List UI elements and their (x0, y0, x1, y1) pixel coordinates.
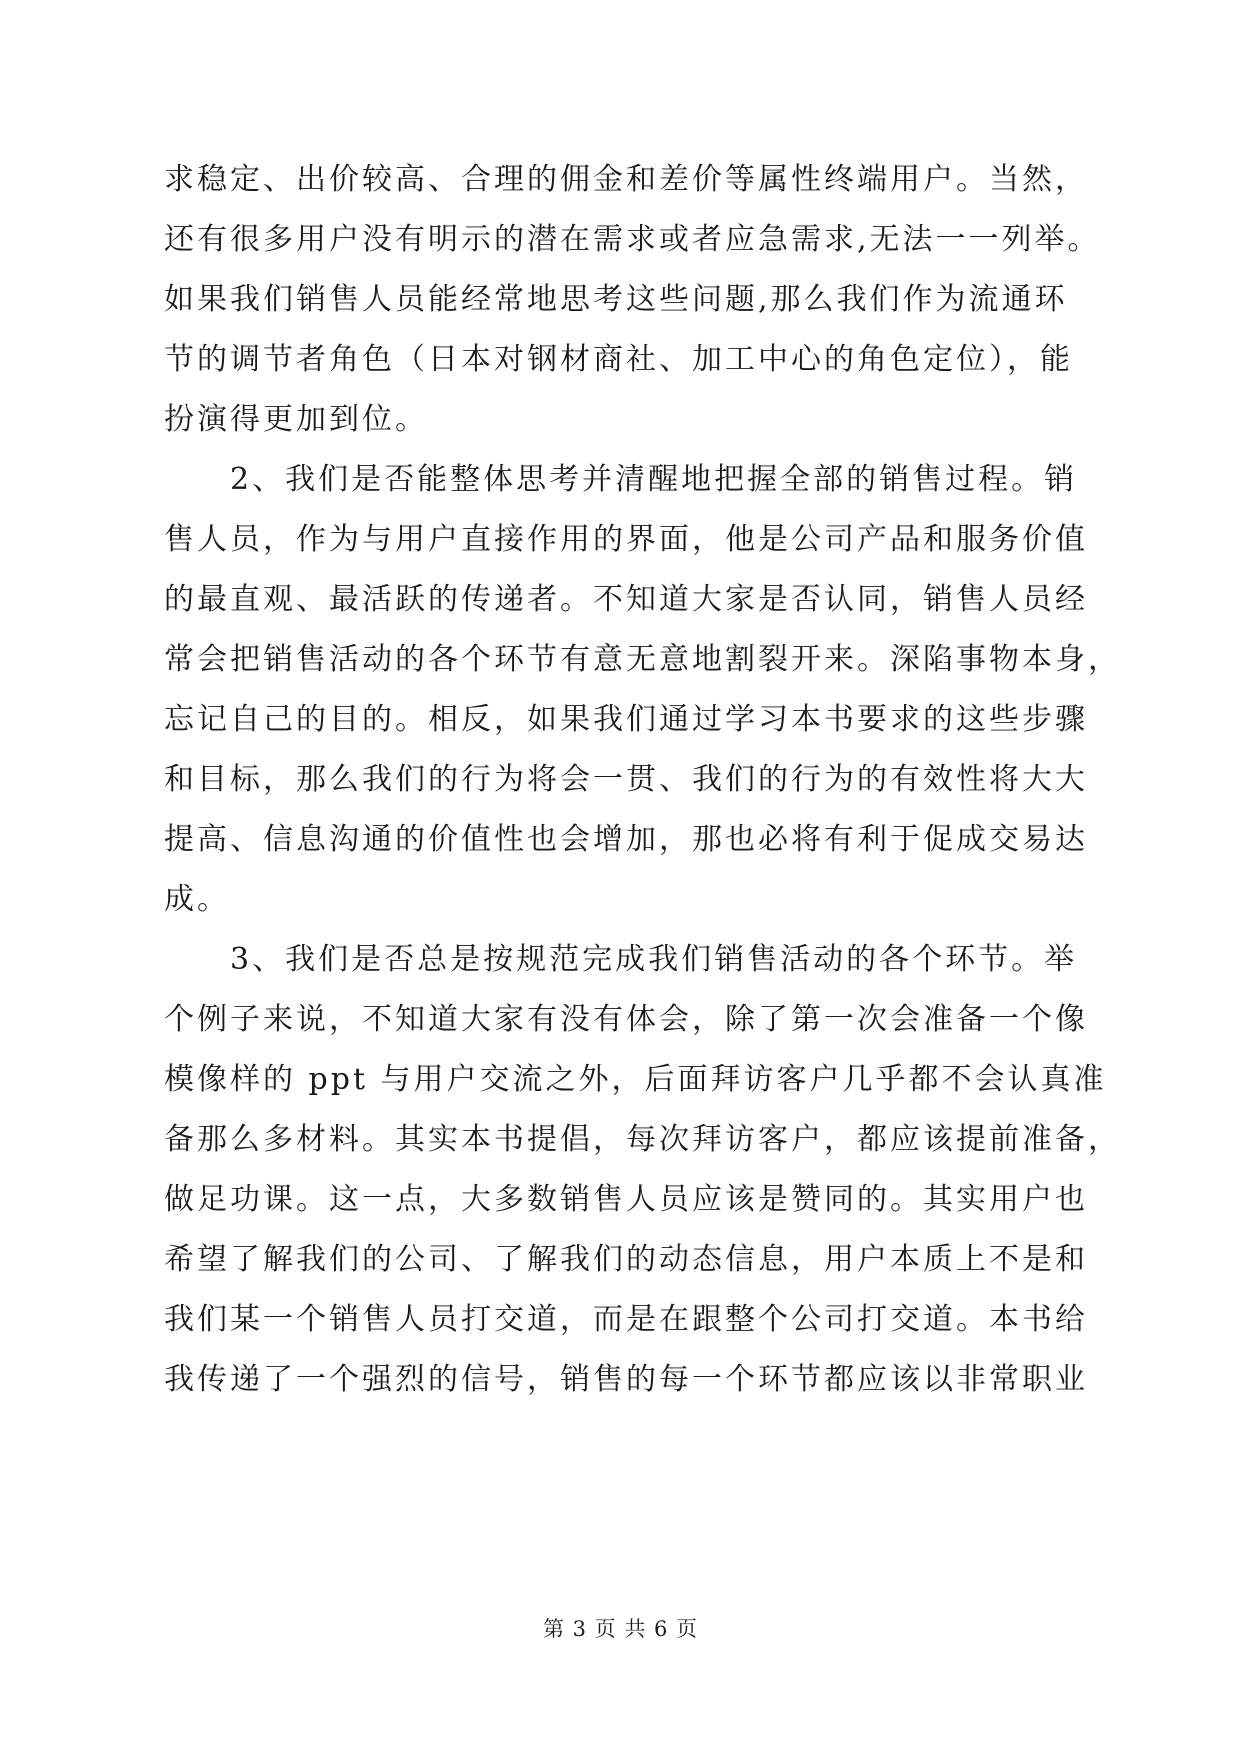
text-line: 还有很多用户没有明示的潜在需求或者应急需求,无法一一列举。 (164, 222, 1101, 257)
text-line: 如果我们销售人员能经常地思考这些问题,那么我们作为流通环 (164, 282, 1068, 317)
text-line: 模像样的 ppt 与用户交流之外，后面拜访客户几乎都不会认真准 (164, 1062, 1107, 1097)
text-line: 3、我们是否总是按规范完成我们销售活动的各个环节。举 (164, 942, 1078, 977)
page-number: 第 3 页 共 6 页 (542, 1617, 699, 1641)
text-line: 售人员，作为与用户直接作用的界面，他是公司产品和服务价值 (164, 522, 1088, 557)
text-line: 节的调节者角色（日本对钢材商社、加工中心的角色定位），能 (164, 342, 1073, 377)
text-line: 成。 (164, 882, 230, 917)
page-footer (0, 1614, 1241, 1644)
text-line: 做足功课。这一点，大多数销售人员应该是赞同的。其实用户也 (164, 1182, 1088, 1217)
text-line: 提高、信息沟通的价值性也会增加，那也必将有利于促成交易达 (164, 822, 1088, 857)
text-line: 备那么多材料。其实本书提倡，每次拜访客户，都应该提前准备， (164, 1122, 1121, 1157)
body-text (164, 150, 1121, 1410)
text-line: 常会把销售活动的各个环节有意无意地割裂开来。深陷事物本身， (164, 642, 1121, 677)
text-line: 忘记自己的目的。相反，如果我们通过学习本书要求的这些步骤 (164, 702, 1088, 737)
text-line: 我传递了一个强烈的信号，销售的每一个环节都应该以非常职业 (164, 1362, 1088, 1397)
text-line: 2、我们是否能整体思考并清醒地把握全部的销售过程。销 (164, 462, 1078, 497)
text-line: 希望了解我们的公司、了解我们的动态信息，用户本质上不是和 (164, 1242, 1088, 1277)
text-line: 扮演得更加到位。 (164, 402, 428, 437)
text-line: 和目标，那么我们的行为将会一贯、我们的行为的有效性将大大 (164, 762, 1088, 797)
text-line: 的最直观、最活跃的传递者。不知道大家是否认同，销售人员经 (164, 582, 1088, 617)
text-line: 求稳定、出价较高、合理的佣金和差价等属性终端用户。当然， (164, 162, 1088, 197)
text-line: 我们某一个销售人员打交道，而是在跟整个公司打交道。本书给 (164, 1302, 1088, 1337)
text-line: 个例子来说，不知道大家有没有体会，除了第一次会准备一个像 (164, 1002, 1088, 1037)
